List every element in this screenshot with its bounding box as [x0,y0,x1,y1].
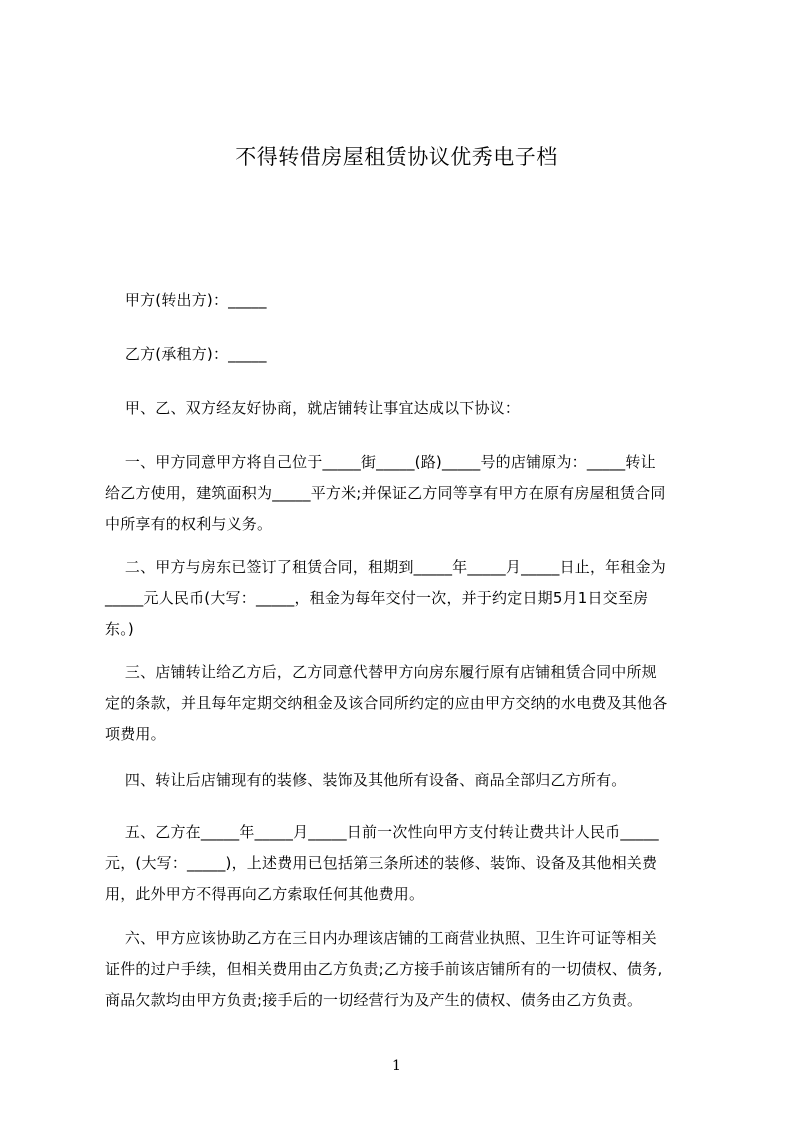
paragraph-line: 六、甲方应该协助乙方在三日内办理该店铺的工商营业执照、卫生许可证等相关 [105,929,657,947]
paragraph-clause-2 [105,552,705,645]
paragraph-line: 证件的过户手续，但相关费用由乙方负责;乙方接手前该店铺所有的一切债权、债务, [105,960,663,978]
paragraph-party-b [105,339,705,370]
paragraph-clause-1 [105,447,705,540]
paragraph-line: 甲、乙、双方经友好协商，就店铺转让事宜达成以下协议： [105,399,521,417]
paragraph-line: 项费用。 [105,725,166,743]
paragraph-line: 用，此外甲方不得再向乙方索取任何其他费用。 [105,885,425,903]
paragraph-party-a [105,285,705,316]
paragraph-line: 东。) [105,620,134,638]
paragraph-clause-3 [105,657,705,750]
paragraph-line: 定的条款，并且每年定期交纳租金及该合同所约定的应由甲方交纳的水电费及其他各 [105,694,668,712]
paragraph-line: _____元人民币(大写：_____，租金为每年交付一次，并于约定日期5月1日交至房 [105,589,649,607]
paragraph-line: 二、甲方与房东已签订了租赁合同，租期到_____年_____月_____日止，年租金为 [105,558,666,576]
document-title: 不得转借房屋租赁协议优秀电子档 [235,145,558,169]
paragraph-line: 乙方(承租方)：_____ [105,345,267,363]
paragraph-line: 中所享有的权利与义务。 [105,515,273,533]
paragraph-intro [105,393,705,424]
paragraph-clause-5 [105,817,705,910]
paragraph-line: 给乙方使用，建筑面积为_____平方米;并保证乙方同等享有甲方在原有房屋租赁合同 [105,484,666,502]
paragraph-line: 三、店铺转让给乙方后，乙方同意代替甲方向房东履行原有店铺租赁合同中所规 [105,663,657,681]
paragraph-clause-4 [105,765,705,796]
paragraph-line: 一、甲方同意甲方将自己位于_____街_____(路)_____号的店铺原为：_____转让 [105,453,656,471]
paragraph-line: 元，(大写：_____)，上述费用已包括第三条所述的装修、装饰、设备及其他相关费 [105,854,658,872]
paragraph-line: 五、乙方在_____年_____月_____日前一次性向甲方支付转让费共计人民币_____ [105,823,659,841]
paragraph-clause-6 [105,923,705,1016]
paragraph-line: 四、转让后店铺现有的装修、装饰及其他所有设备、商品全部归乙方所有。 [105,771,627,789]
paragraph-line: 甲方(转出方)：_____ [105,291,267,309]
page-number: 1 [392,1058,401,1074]
paragraph-line: 商品欠款均由甲方负责;接手后的一切经营行为及产生的债权、债务由乙方负责。 [105,991,643,1009]
